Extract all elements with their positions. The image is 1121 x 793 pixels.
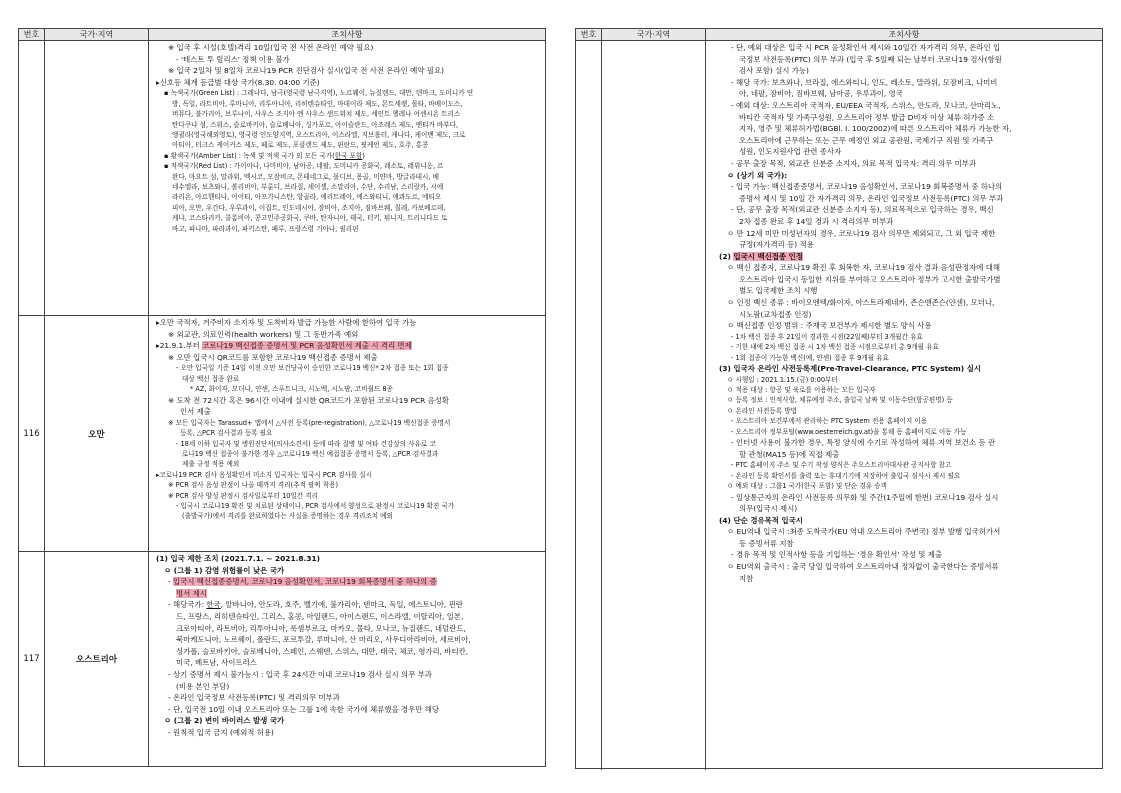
- row-country: 오스트리아: [45, 552, 149, 767]
- text-line: ▪ 적색국가(Red List) : 가이아나, 나미비아, 남아공, 네팔, 도미니카 공화국, 레소토, 레위니옹, 르: [164, 162, 444, 171]
- text-line: 탄다쿠냐 섬, 스위스, 슬로바키아, 슬로베니아, 싱가포르, 아이슬란드, 아조레스 제도, 앤티가 바부다,: [172, 120, 459, 129]
- text-line: 국정보 사전등록(PTC) 의무 부과 (입국 후 5일째 되는 날부터 코로나19 검사(항원: [739, 54, 1002, 64]
- text-line: - 18세 이하 입국자 및 병원진단서(의사소견서) 등에 따라 질병 및 여타 건강상의 사유로 코: [176, 439, 436, 448]
- text-line: - 1차 백신 접종 후 21일이 경과한 시점(22일째)부터 3개월간 유효: [731, 332, 923, 341]
- text-line: 북마케도니아, 노르웨이, 폴란드, 포르투갈, 루마니아, 산 마리오, 사우디아라비아, 세르비아,: [176, 635, 471, 645]
- right-page-vertical-rule-2: [705, 28, 706, 770]
- row-number: 116: [19, 316, 45, 552]
- header-no: 번호: [19, 29, 45, 41]
- text-line: 규정(자가격리 등) 적용: [739, 240, 814, 250]
- text-line: 시노팜(교차접종 인정): [739, 309, 812, 319]
- table-row: [19, 316, 546, 552]
- text-line: 성원, 인도지원사업 관련 종사자: [739, 147, 842, 157]
- highlighted-text: 입국시 백신접종 인정: [733, 251, 803, 261]
- right-page-vertical-rule-1: [601, 28, 602, 770]
- text-line: 지자, 영주 및 체류허가법(BGBl. I. 100/2002)에 따른 오스트리아 체류가 가능한 자,: [739, 124, 1012, 134]
- text-line: ※ 도착 전 72시간 혹은 96시간 이내에 실시한 QR코드가 포함된 코로나19 PCR 음성확: [168, 395, 450, 405]
- text-line: - 온라인 입국정보 사전등록(PTC) 및 격리의무 미부과: [168, 693, 340, 703]
- row-115-content: [149, 41, 546, 316]
- text-line: - 기한 내에 2차 백신 접종 시 1차 백신 접종 시점으로부터 총 9개월 유효: [731, 343, 939, 352]
- text-line: 방, 독일, 라트비아, 루마니아, 리투아니아, 리히텐슈타인, 마데이라 제도, 몬트세랫, 몰타, 바베이도스,: [172, 99, 463, 108]
- text-line: * AZ, 화이자, 모더나, 얀센, 스푸트니크, 시노백, 시노팜, 코비쉴드 8종: [190, 385, 393, 394]
- text-line: - 예외 대상: 오스트리아 국적자, EU/EEA 국적자, 스위스, 안도라, 모나코, 산마리노,: [731, 100, 1001, 110]
- text-line: 대상 백신 접종 완료: [182, 374, 240, 383]
- text-line: 검사 포함) 실시 가능): [739, 66, 809, 76]
- text-line: ㅇ 백신접종 인정 범위 : 주재국 보건부가 제시한 별도 양식 사용: [727, 321, 932, 331]
- text-line: ㅇ 예외 대상 : 그룹1 국가(한국 포함) 및 단순 경유 승객: [727, 482, 887, 491]
- table-header: [576, 29, 1103, 41]
- text-line: - 입국 가능: 백신접종증명서, 코로나19 음성확인서, 코로나19 회복증명서 중 하나의: [731, 182, 1003, 192]
- text-line: (1) 입국 제한 조치 (2021.7.1. ~ 2021.8.31): [156, 554, 321, 563]
- text-line: (비용 본인 부담): [176, 681, 230, 691]
- header-country: 국가·지역: [45, 29, 149, 41]
- text-line: 지참: [739, 573, 754, 583]
- text-line: 아, 네팔, 잠비아, 짐바브웨, 남아공, 우루과이, 영국: [739, 89, 903, 99]
- underlined-text: 한국 포함: [334, 151, 363, 160]
- text-line: 오스트리아에 근무하는 또는 근무 예정인 외교 공관원, 국제기구 직원 및 가족구: [739, 135, 994, 145]
- text-line: ㅇ 인정 백신 종류 : 바이오엔텍/화이자, 아스트라제네카, 존슨앤존슨(얀센), 모더나,: [727, 298, 995, 308]
- text-line: - 인터넷 사용이 불가한 경우, 특정 양식에 수기로 작성하여 체류 지역 보건소 등 관: [731, 438, 996, 448]
- text-line: - 오스트리아 정부포털(www.oesterreich.gv.at)을 통해 동 홈페이지로 이동 가능: [731, 427, 967, 436]
- table-row: [19, 41, 546, 316]
- text-line: 라리온, 아르헨티나, 아이티, 아프가니스탄, 앙골라, 에리트레아, 에스와티니, 에콰도르, 에티오: [172, 193, 442, 202]
- text-line: 의무(입국시 제시): [739, 504, 798, 514]
- text-line: - '테스트 투 릴리스' 정책 이용 불가: [176, 54, 290, 64]
- left-table: [18, 28, 546, 767]
- text-line: 크로아티아, 라트비아, 리투아니아, 룩셈부르크, 마카오, 몰타, 모나코, 뉴질랜드, 네덜란드,: [176, 623, 466, 633]
- text-line: - 단, 입국전 10일 이내 오스트리아 또는 그룹 1에 속한 국가에 체류했을 경우만 해당: [168, 704, 439, 714]
- right-page: [575, 28, 1103, 769]
- text-line: ※ 입국 2일차 및 8일차 코로나19 PCR 진단검사 실시(입국 전 사전 온라인 예약 필요): [168, 66, 444, 76]
- text-line: - 단, 예외 대상은 입국 시 PCR 음성확인서 제시와 10일간 자가격리 의무, 온라인 입: [731, 43, 1001, 52]
- text-line: (출발국가)에서 격리를 완료하였다는 사실을 증명하는 경우 격리조치 예외: [182, 512, 393, 521]
- text-line: 별도 입국제한 조치 시행: [739, 286, 818, 296]
- text-line: 버뮤다, 불가리아, 브루나이, 사우스 조지아 앤 사우스 샌드위치 제도, 세인트 헬레나 어센시온 트리스: [172, 110, 461, 119]
- text-line: 네수엘라, 보츠와나, 볼리비아, 부룬디, 브라질, 세이셸, 소말리아, 수단, 수리남, 스리랑카, 시에: [172, 183, 444, 192]
- text-line: - 공무 출장 목적, 외교관 신분증 소지자, 의료 목적 입국자: 격리 의무 미부과: [731, 158, 977, 168]
- text-line: - 해당국가: 한국, 알바니아, 안도라, 호주, 벨기에, 불가리아, 덴마크, 독일, 에스토니아, 핀란: [168, 600, 463, 610]
- table-row: [19, 552, 546, 767]
- highlighted-text: 명서 제시: [176, 588, 207, 598]
- text-line: - 단, 공무 출장 목적(외교관 신분증 소지자 등), 의료목적으로 입국하는 경우, 백신: [731, 205, 994, 215]
- text-line: 바티칸 국적자 및 가족구성원, 오스트리아 정부 발급 D비자 이상 체류 허가증 소: [739, 112, 995, 122]
- text-line: 완다, 마요트 섬, 말라위, 멕시코, 모잠비크, 몬테네그로, 몰디브, 몽골, 미얀마, 방글라데시, 베: [172, 172, 439, 181]
- text-line: - 일상통근자의 온라인 사전등록 의무화 및 주간(1주일에 한번) 코로나19 검사 실시: [731, 492, 999, 502]
- text-line: - 상기 증명서 제시 불가능시 : 입국 후 24시간 이내 코로나19 검사 실시 의무 부과: [168, 669, 432, 679]
- text-line: ※ PCR 검사 음성 판정이 나올 때까지 격리(추적 팔찌 착용): [168, 481, 339, 490]
- text-line: (2) 입국시 백신접종 인정: [719, 251, 803, 261]
- text-line: 로나19 백신 접종이 불가한 경우 △코로나19 백신 예접접종 증명서 등록, △PCR 검사결과: [182, 450, 439, 458]
- text-line: ㅇ 백신 접종자, 코로나19 확진 후 회복한 자, 코로나19 검사 결과 음성판정자에 대해: [727, 263, 1001, 273]
- text-line: - 오만 입국일 기준 14일 이전 오만 보건당국이 승인한 코로나19 백신* 2차 접종 또는 1회 접종: [176, 364, 449, 373]
- text-line: 피아, 오만, 우간다, 우루과이, 이집트, 인도네시아, 잠비아, 조지아, 짐바브웨, 칠레, 카보베르데,: [172, 203, 446, 212]
- text-line: ㅇ (상기 외 국가):: [727, 170, 788, 180]
- text-line: ㅇ 만 12세 미만 미성년자의 경우, 코로나19 검사 의무만 제외되고, 그 외 입국 제한: [727, 228, 996, 238]
- row-number: 117: [19, 552, 45, 767]
- text-line: 등 증빙서류 지참: [739, 538, 794, 548]
- text-line: ㅇ (그룹 1) 감염 위험률이 낮은 국가: [164, 565, 285, 575]
- text-line: ※ 모든 입국자는 Tarassud+ 앱에서 △사전 등록(pre-registration), △코로나19 백신접종 증명서: [168, 418, 451, 427]
- text-line: ▸신호등 체계 등급별 대상 국가(8.30. 04:00 기준): [156, 77, 320, 87]
- text-line: 제출 규정 적용 예외: [182, 460, 240, 469]
- text-line: [154, 588, 541, 600]
- text-line: 미국, 베트남, 사이프러스: [176, 658, 257, 668]
- text-line: - PTC 홈페이지 주소 및 수기 작성 양식은 주오스트리아대사관 공지사항 참고: [731, 461, 952, 470]
- left-page: [18, 28, 546, 767]
- text-line: ㅇ EU역외 출국시 : 출국 당일 입국하여 오스트리아내 정차없이 출국한다는 증빙서류: [727, 562, 999, 572]
- text-line: - 오스트리아 보건부에서 관리하는 PTC System 전용 홈페이지 이용: [731, 417, 928, 426]
- text-line: 앵귈라(영국해외영토), 영국령 인도양지역, 오스트리아, 이스라엘, 지브롤터, 캐나다, 케이맨 제도, 크로: [172, 131, 466, 139]
- table-header: [19, 29, 546, 41]
- text-line: ㅇ (그룹 2) 변이 바이러스 발생 국가: [164, 716, 285, 726]
- highlighted-text: 코로나19 백신접종 증명서 및 PCR 음성확인서 제출 시 격리 면제: [202, 341, 412, 351]
- text-line: - 원칙적 입국 금지 (예외적 허용): [168, 727, 274, 737]
- text-line: 아티아, 터크스 케이커스 제도, 페로 제도, 포클랜드 제도, 핀란드, 핏케언 제도, 호주, 홍콩: [172, 141, 429, 150]
- row-country: 오만: [45, 316, 149, 552]
- text-line: ㅇ 등록 정보 : 인적사항, 체류예정 주소, 출입국 날짜 및 이동수단(항공편명) 등: [727, 396, 953, 405]
- table-row: [576, 41, 1103, 769]
- text-line: - 해당 국가: 보츠와나, 브라질, 에스와티니, 인도, 레소토, 말라위, 모잠비크, 나미비: [731, 77, 998, 87]
- text-line: ▸오만 국적자, 거주비자 소지자 및 도착비자 발급 가능한 사람에 한하여 입국 가능: [156, 318, 417, 327]
- text-line: ※ 입국 후 시설(호텔)격리 10일(입국 전 사전 온라인 예약 필요): [168, 43, 374, 52]
- text-line: 할 관청(MA15 등)에 직접 제출: [739, 449, 840, 459]
- text-line: ※ 외교관, 의료인력(health workers) 및 그 동반가족 예외: [168, 329, 359, 339]
- text-line: ※ PCR 검사 양성 판정시 검사일로부터 10일간 격리: [168, 491, 319, 500]
- text-line: - 입국시 코로나19 확진 및 치료된 상태이나, PCR 검사에서 양성으로 판정시 코로나19 확진 국가: [176, 502, 455, 511]
- text-line: ▸코로나19 PCR 검사 음성확인서 미소지 입국자는 입국시 PCR 검사를 실시: [156, 470, 373, 479]
- text-line: 증명서 제시 및 10일 간 자가격리 의무, 온라인 입국정보 사전등록(PTC) 의무 부과: [739, 193, 1004, 203]
- row-117-content: [149, 552, 546, 767]
- header-country: 국가·지역: [602, 29, 706, 41]
- text-line: 2차 접종 완료 후 14일 경과 시 격리의무 미부과: [739, 216, 894, 226]
- header-no: 번호: [576, 29, 602, 41]
- header-action: 조치사항: [706, 29, 1103, 41]
- row-117-continued: [576, 41, 1103, 769]
- text-line: - 경유 목적 및 인적사항 등을 기입하는 '경유 확인서' 작성 및 제출: [731, 550, 943, 560]
- text-line: ▸21.9.1.부터 코로나19 백신접종 증명서 및 PCR 음성확인서 제출 시 격리 면제: [156, 341, 412, 351]
- underlined-text: 한국: [206, 600, 221, 610]
- text-line: (4) 단순 경유목적 입국시: [719, 515, 803, 525]
- text-line: ※ 오만 입국시 QR코드를 포함한 코로나19 백신접종 증명서 제출: [168, 352, 378, 362]
- text-line: 드, 프랑스, 리히텐슈타인, 그리스, 홍콩, 아일랜드, 아이스랜드, 이스라엘, 이탈리아, 일본,: [176, 611, 464, 621]
- text-line: ㅇ 시행일 : 2021.1.15.(금) 0:00부터: [727, 375, 838, 384]
- text-line: ㅇ 적용 대상 : 항공 및 육로를 이용하는 모든 입국자: [727, 386, 876, 395]
- text-line: 싱가폴, 슬로바키아, 슬로베니아, 스페인, 스웨덴, 스위스, 대만, 태국, 체코, 헝가리, 바티칸,: [176, 646, 469, 656]
- text-line: - 입국시 백신접종증명서, 코로나19 음성확인서, 코로나19 회복증명서 중 하나의 증: [168, 577, 437, 587]
- text-line: - 1회 접종이 가능한 백신(예, 얀센) 접종 후 9개월 유효: [731, 353, 889, 362]
- text-line: 오스트리아 입국시 동일한 지위를 부여하고 오스트리아 정부가 고시한 출발국가별: [739, 274, 1001, 284]
- text-line: ㅇ EU역내 입국시 :최종 도착국가(EU 역내 오스트리아 주변국) 정부 발행 입국허가서: [727, 527, 1001, 537]
- text-line: 바고, 파나마, 파라과이, 파키스탄, 페루, 프랑스령 기아나, 필리핀: [172, 224, 359, 233]
- row-116-content: [149, 316, 546, 552]
- right-table: [575, 28, 1103, 769]
- text-line: ㅇ 온라인 사전등록 방법: [727, 406, 797, 415]
- text-line: - 온라인 등록 확인서를 출력 또는 휴대기기에 저장하여 출입국 심사시 제시 필요: [731, 471, 961, 480]
- text-line: 등록, △PCR 검사결과 등록 필요: [180, 429, 273, 438]
- header-action: 조치사항: [149, 29, 546, 41]
- text-line: (3) 입국자 온라인 사전등록제(Pre-Travel-Clearance, PTC System) 실시: [719, 364, 981, 374]
- text-line: ▪ 녹색국가(Green List) : 그레나다, 남극(영국령 남극지역), 노르웨이, 뉴질랜드, 대만, 덴마크, 도미니카 연: [164, 89, 474, 98]
- text-line: ▪ 황색국가(Amber List) : 녹색 및 적색 국가 외 모든 국가(한국 포함): [164, 151, 365, 160]
- highlighted-text: 입국시 백신접종증명서, 코로나19 음성확인서, 코로나19 회복증명서 중 하나의 증: [173, 577, 437, 587]
- text-line: 케냐, 코스타리카, 콜롬비아, 콩고민주공화국, 쿠바, 탄자니아, 태국, 터키, 튀니지, 트리니다드 토: [172, 214, 448, 223]
- text-line: 인서 제출: [180, 407, 211, 417]
